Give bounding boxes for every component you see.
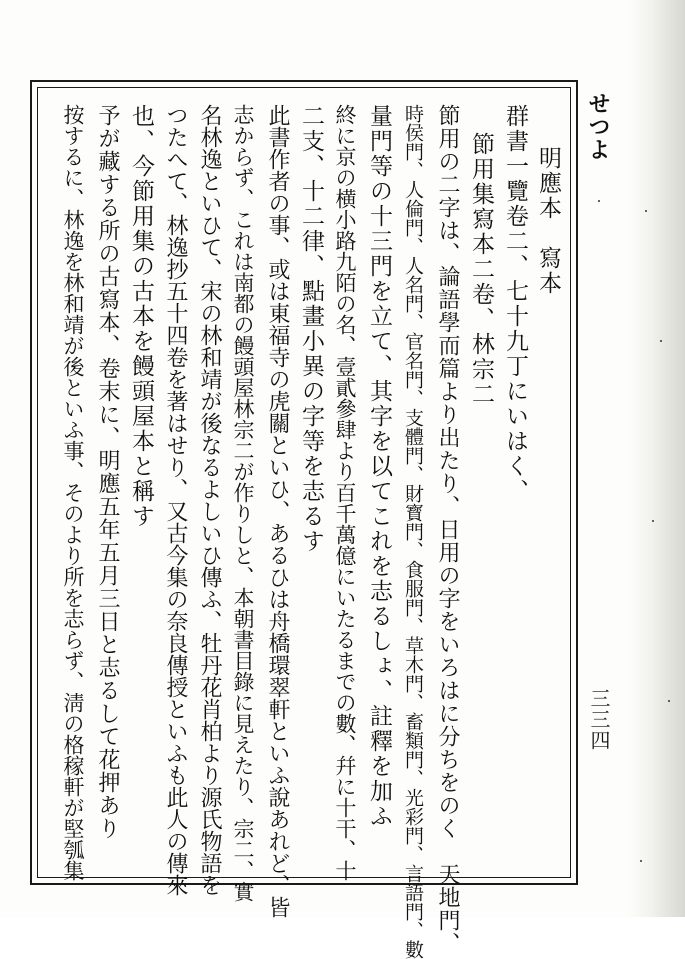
column-7: 終に京の横小路九陌の名、壹貳參肆より百千萬億にいたるまでの數、幷に十干、十 bbox=[333, 104, 357, 881]
running-title: せつよ bbox=[585, 92, 611, 161]
column-13: 也、今節用集の古本を饅頭屋本と稱す bbox=[128, 104, 154, 529]
column-1: 明應本 寫本 bbox=[535, 146, 561, 296]
scan-speck bbox=[652, 520, 654, 522]
column-15: 按するに、林逸を林和靖が後といふ事、そのより所を志らず、淸の格稼軒が堅瓠集 bbox=[61, 104, 85, 881]
scan-speck bbox=[645, 210, 647, 212]
column-6: 量門等の十三門を立て、其字を以てこれを志るしょ、註釋を加ふ bbox=[366, 104, 392, 829]
scan-speck bbox=[660, 340, 662, 342]
column-5: 時侯門、人倫門、人名門、官名門、支體門、財寳門、食服門、草木門、畜類門、光彩門、言語門、數 bbox=[402, 104, 424, 959]
column-9: 此書作者の事、或は東福寺の虎關といひ、あるひは舟橋環翠軒といふ說あれど、皆 bbox=[265, 104, 290, 918]
scan-speck bbox=[668, 700, 670, 702]
scan-speck bbox=[640, 860, 642, 862]
column-3: 節用集寫本二卷、林宗二 bbox=[468, 132, 494, 407]
column-2: 群書一覽卷二、七十九丁にいはく、 bbox=[502, 104, 528, 504]
column-11: 名林逸といひて、宋の林和靖が後なるよしいひ傳ふ、牡丹花肖柏より源氏物語を bbox=[197, 104, 222, 896]
binding-edge bbox=[628, 0, 685, 917]
column-14: 予が藏する所の古寫本、卷末に、明應五年五月三日と志るして花押あり bbox=[95, 104, 120, 840]
column-12: つたへて、林逸抄五十四卷を著はせり、又古今集の奈良傳授といふも此人の傳來 bbox=[163, 104, 188, 896]
column-10: 志からず、これは南都の饅頭屋林宗二が作りしと、本朝書目錄に見えたり、宗二、實 bbox=[231, 104, 255, 902]
page-number: 三三四 bbox=[587, 688, 611, 751]
column-8: 二支、十二律、點畫小異の字等を志るす bbox=[298, 104, 324, 554]
column-4: 節用の二字は、論語學而篇より出たり、日用の字をいろはに分ちをのく 天地門、 bbox=[435, 104, 460, 955]
scan-speck bbox=[598, 200, 600, 202]
